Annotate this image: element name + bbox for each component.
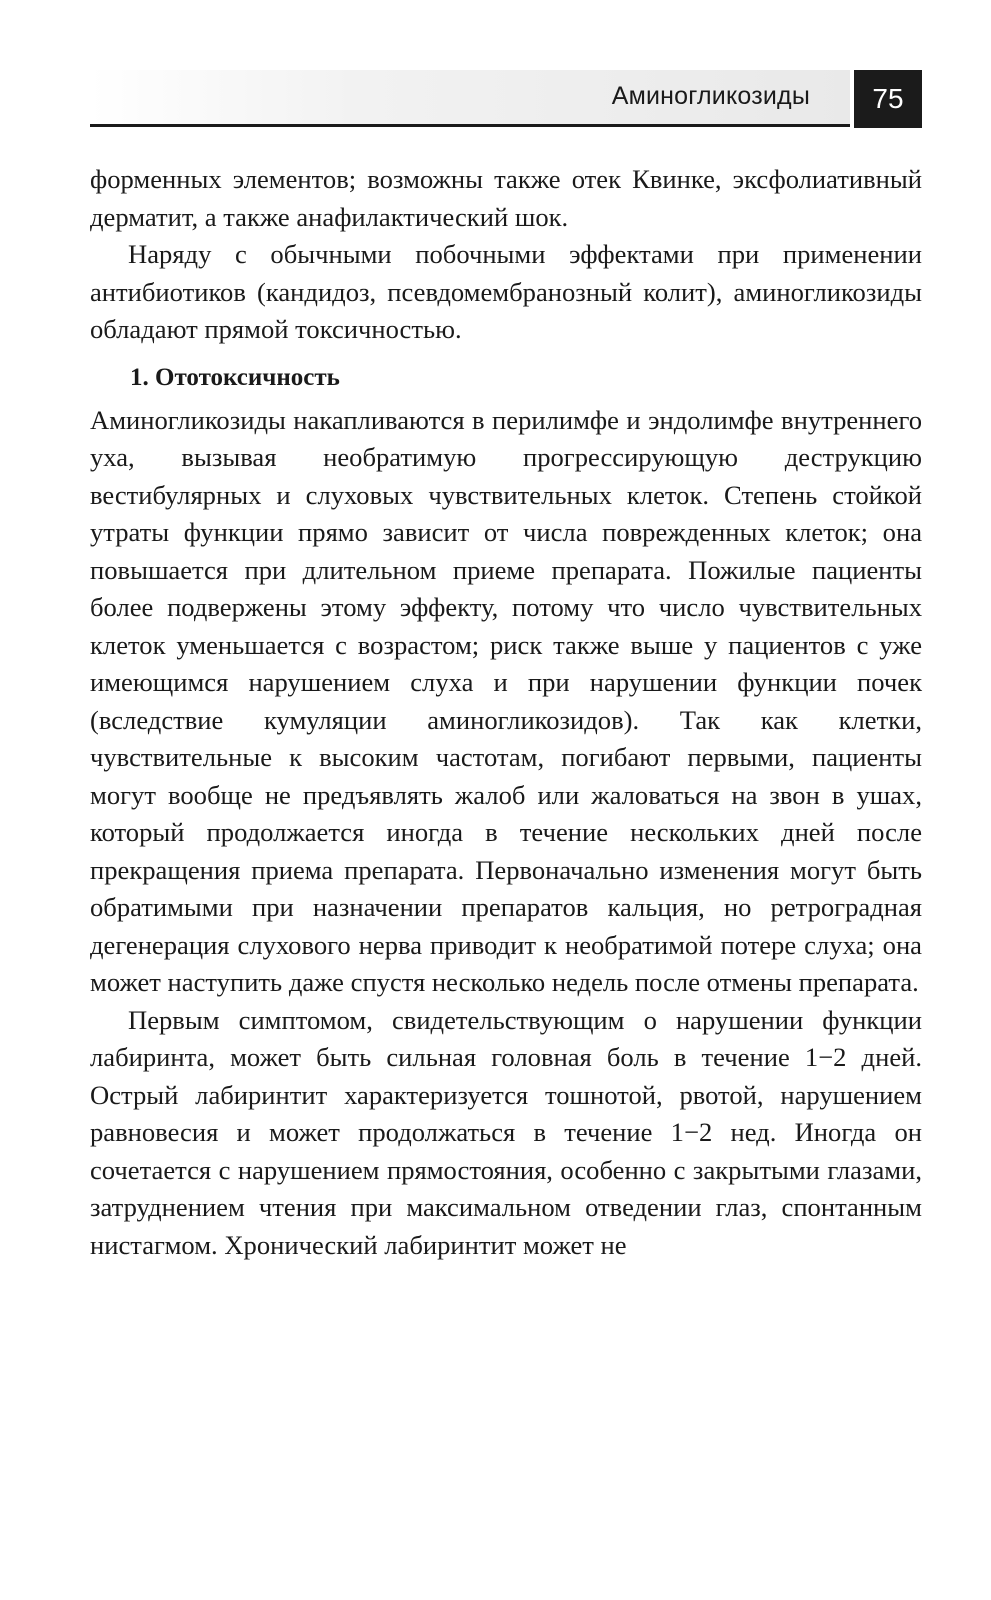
paragraph-continuation: форменных элементов; возможны также отек Квинке, эксфолиативный дерматит, а также анафилактический шок. xyxy=(90,164,922,232)
section-heading: 1. Ототоксичность xyxy=(130,363,340,391)
chapter-title: Аминогликозиды xyxy=(611,82,810,110)
running-header xyxy=(90,70,922,128)
paragraph-labyrinth: Первым симптомом, свидетельствующим о нарушении функции лабиринта, может быть сильная головная боль в течение 1−2 дней. Острый лабиринтит характеризуется тошнотой, рвотой, нарушением равновесия и может продолжаться в течение 1−2 нед. Иногда он сочетается с нарушением прямостояния, особенно с закрытыми глазами, затруднением чтения при максимальном отведении глаз, спонтанным нистагмом. Хронический лабиринтит может не xyxy=(90,1004,922,1260)
body-text xyxy=(90,161,922,1264)
paragraph-side-effects: Наряду с обычными побочными эффектами при применении антибиотиков (кандидоз, псевдомембранозный колит), аминогликозиды обладают прямой токсичностью. xyxy=(90,239,922,344)
paragraph-ototoxicity: Аминогликозиды накапливаются в перилимфе и эндолимфе внутреннего уха, вызывая необратимую прогрессирующую деструкцию вестибулярных и слуховых чувствительных клеток. Степень стойкой утраты функции прямо зависит от числа поврежденных клеток; она повышается при длительном приеме препарата. Пожилые пациенты более подвержены этому эффекту, потому что число чувствительных клеток уменьшается с возрастом; риск также выше у пациентов с уже имеющимся нарушением слуха и при нарушении функции почек (вследствие кумуляции аминогликозидов). Так как клетки, чувствительные к высоким частотам, погибают первыми, пациенты могут вообще не предъявлять жалоб или жаловаться на звон в ушах, который продолжается иногда в течение нескольких дней после прекращения приема препарата. Первоначально изменения могут быть обратимыми при назначении препаратов кальция, но ретроградная дегенерация слухового нерва приводит к необратимой потере слуха; она может наступить даже спустя несколько недель после отмены препарата. xyxy=(90,404,922,997)
page-number: 75 xyxy=(854,70,922,128)
book-page xyxy=(90,70,922,1264)
